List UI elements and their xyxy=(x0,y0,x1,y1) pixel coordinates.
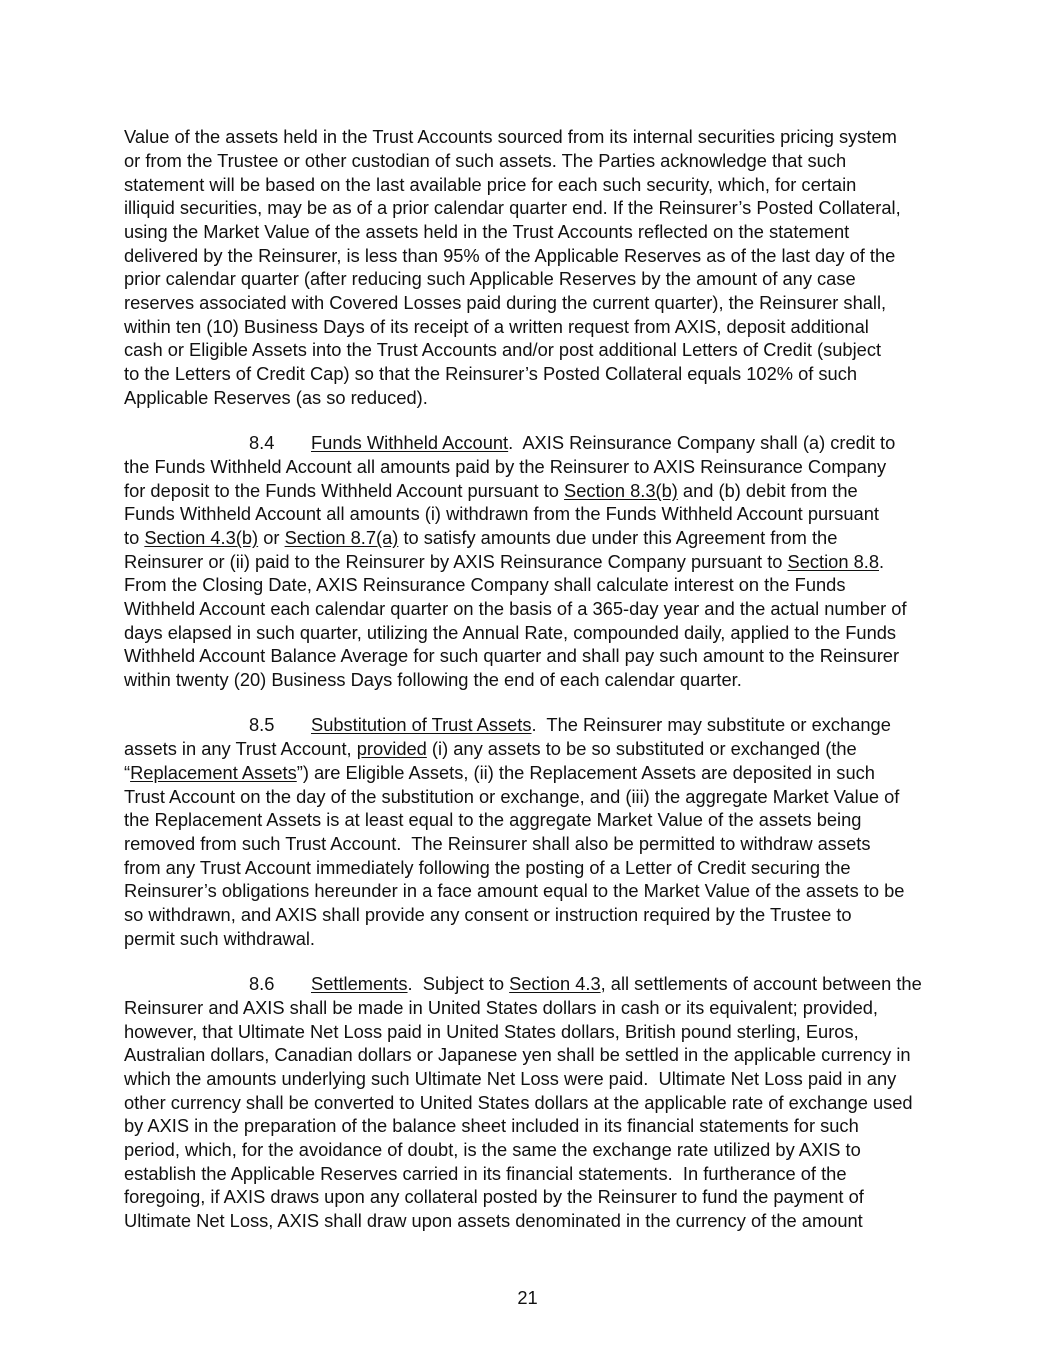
text-line: so withdrawn, and AXIS shall provide any consent or instruction required by the Trustee to xyxy=(124,904,852,925)
defined-term: provided xyxy=(356,738,427,759)
section-heading: Funds Withheld Account xyxy=(311,432,509,453)
text-line: Withheld Account each calendar quarter on the basis of a 365-day year and the actual number of xyxy=(124,598,907,619)
section-heading: Settlements xyxy=(311,973,408,994)
text-line: 8.6 Settlements. Subject to Section 4.3, all settlements of account between the xyxy=(249,973,922,994)
text-line: however, that Ultimate Net Loss paid in United States dollars, British pound sterling, Euros, xyxy=(124,1021,859,1042)
text-line: permit such withdrawal. xyxy=(124,928,316,949)
text-line: Funds Withheld Account all amounts (i) withdrawn from the Funds Withheld Account pursuant xyxy=(124,503,879,524)
text-line: From the Closing Date, AXIS Reinsurance Company shall calculate interest on the Funds xyxy=(124,574,846,595)
text-line: Ultimate Net Loss, AXIS shall draw upon assets denominated in the currency of the amount xyxy=(124,1210,863,1231)
cross-reference: Section 4.3(b) xyxy=(144,527,259,548)
text-line: “Replacement Assets”) are Eligible Assets, (ii) the Replacement Assets are deposited in such xyxy=(124,762,875,783)
text-line: from any Trust Account immediately following the posting of a Letter of Credit securing the xyxy=(124,857,851,878)
text-line: 8.5 Substitution of Trust Assets. The Reinsurer may substitute or exchange xyxy=(249,714,891,735)
cross-reference: Section 8.3(b) xyxy=(564,480,678,501)
text-line: assets in any Trust Account, provided (i) any assets to be so substituted or exchanged (the xyxy=(124,738,857,759)
text-line: Withheld Account Balance Average for such quarter and shall pay such amount to the Reinsurer xyxy=(124,645,900,666)
text-line: 8.4 Funds Withheld Account. AXIS Reinsurance Company shall (a) credit to xyxy=(249,432,896,453)
section-number: 8.5 xyxy=(249,714,275,735)
section-heading: Substitution of Trust Assets xyxy=(311,714,532,735)
text-line: statement will be based on the last available price for each such security, which, for certain xyxy=(124,174,857,195)
text-line: days elapsed in such quarter, utilizing the Annual Rate, compounded daily, applied to the Funds xyxy=(124,622,897,643)
text-line: reserves associated with Covered Losses paid during the current quarter), the Reinsurer shall, xyxy=(124,292,887,313)
text-line: establish the Applicable Reserves carried in its financial statements. In furtherance of the xyxy=(124,1163,847,1184)
text-line: to the Letters of Credit Cap) so that the Reinsurer’s Posted Collateral equals 102% of such xyxy=(124,363,858,384)
text-line: period, which, for the avoidance of doubt, is the same the exchange rate utilized by AXIS to xyxy=(124,1139,861,1160)
text-line: other currency shall be converted to United States dollars at the applicable rate of exchange used xyxy=(124,1092,913,1113)
text-line: or from the Trustee or other custodian of such assets. The Parties acknowledge that such xyxy=(124,150,847,171)
cross-reference: Section 8.7(a) xyxy=(284,527,399,548)
text-line: Reinsurer’s obligations hereunder in a face amount equal to the Market Value of the assets to be xyxy=(124,880,905,901)
text-line: for deposit to the Funds Withheld Account pursuant to Section 8.3(b) and (b) debit from the xyxy=(124,480,858,501)
text-line: within twenty (20) Business Days following the end of each calendar quarter. xyxy=(124,669,742,690)
text-line: Reinsurer and AXIS shall be made in United States dollars in cash or its equivalent; provided, xyxy=(124,997,879,1018)
cross-reference: Section 4.3 xyxy=(509,973,601,994)
text-line: Reinsurer or (ii) paid to the Reinsurer by AXIS Reinsurance Company pursuant to Section 8.8. xyxy=(124,551,885,572)
text-line: to Section 4.3(b) or Section 8.7(a) to satisfy amounts due under this Agreement from the xyxy=(124,527,838,548)
cross-reference: Section 8.8 xyxy=(787,551,879,572)
text-line: Trust Account on the day of the substitution or exchange, and (iii) the aggregate Market Value of xyxy=(124,786,900,807)
text-line: which the amounts underlying such Ultimate Net Loss were paid. Ultimate Net Loss paid in any xyxy=(124,1068,897,1089)
text-line: Value of the assets held in the Trust Accounts sourced from its internal securities pricing system xyxy=(124,126,897,147)
text-line: delivered by the Reinsurer, is less than 95% of the Applicable Reserves as of the last day of the xyxy=(124,245,896,266)
section-number: 8.6 xyxy=(249,973,275,994)
page-number: 21 xyxy=(517,1287,538,1308)
section-number: 8.4 xyxy=(249,432,275,453)
text-line: the Replacement Assets is at least equal to the aggregate Market Value of the assets being xyxy=(124,809,862,830)
text-line: Applicable Reserves (as so reduced). xyxy=(124,387,428,408)
text-line: using the Market Value of the assets held in the Trust Accounts reflected on the statement xyxy=(124,221,850,242)
text-line: cash or Eligible Assets into the Trust Accounts and/or post additional Letters of Credit (subject xyxy=(124,339,882,360)
text-line: Australian dollars, Canadian dollars or Japanese yen shall be settled in the applicable currency in xyxy=(124,1044,911,1065)
text-line: the Funds Withheld Account all amounts paid by the Reinsurer to AXIS Reinsurance Company xyxy=(124,456,887,477)
text-line: within ten (10) Business Days of its receipt of a written request from AXIS, deposit additional xyxy=(124,316,869,337)
text-line: prior calendar quarter (after reducing such Applicable Reserves by the amount of any case xyxy=(124,268,856,289)
text-line: by AXIS in the preparation of the balance sheet included in its financial statements for such xyxy=(124,1115,859,1136)
text-line: illiquid securities, may be as of a prior calendar quarter end. If the Reinsurer’s Posted Collateral, xyxy=(124,197,901,218)
defined-term: Replacement Assets xyxy=(130,762,297,783)
text-line: removed from such Trust Account. The Reinsurer shall also be permitted to withdraw assets xyxy=(124,833,871,854)
text-line: foregoing, if AXIS draws upon any collateral posted by the Reinsurer to fund the payment of xyxy=(124,1186,864,1207)
